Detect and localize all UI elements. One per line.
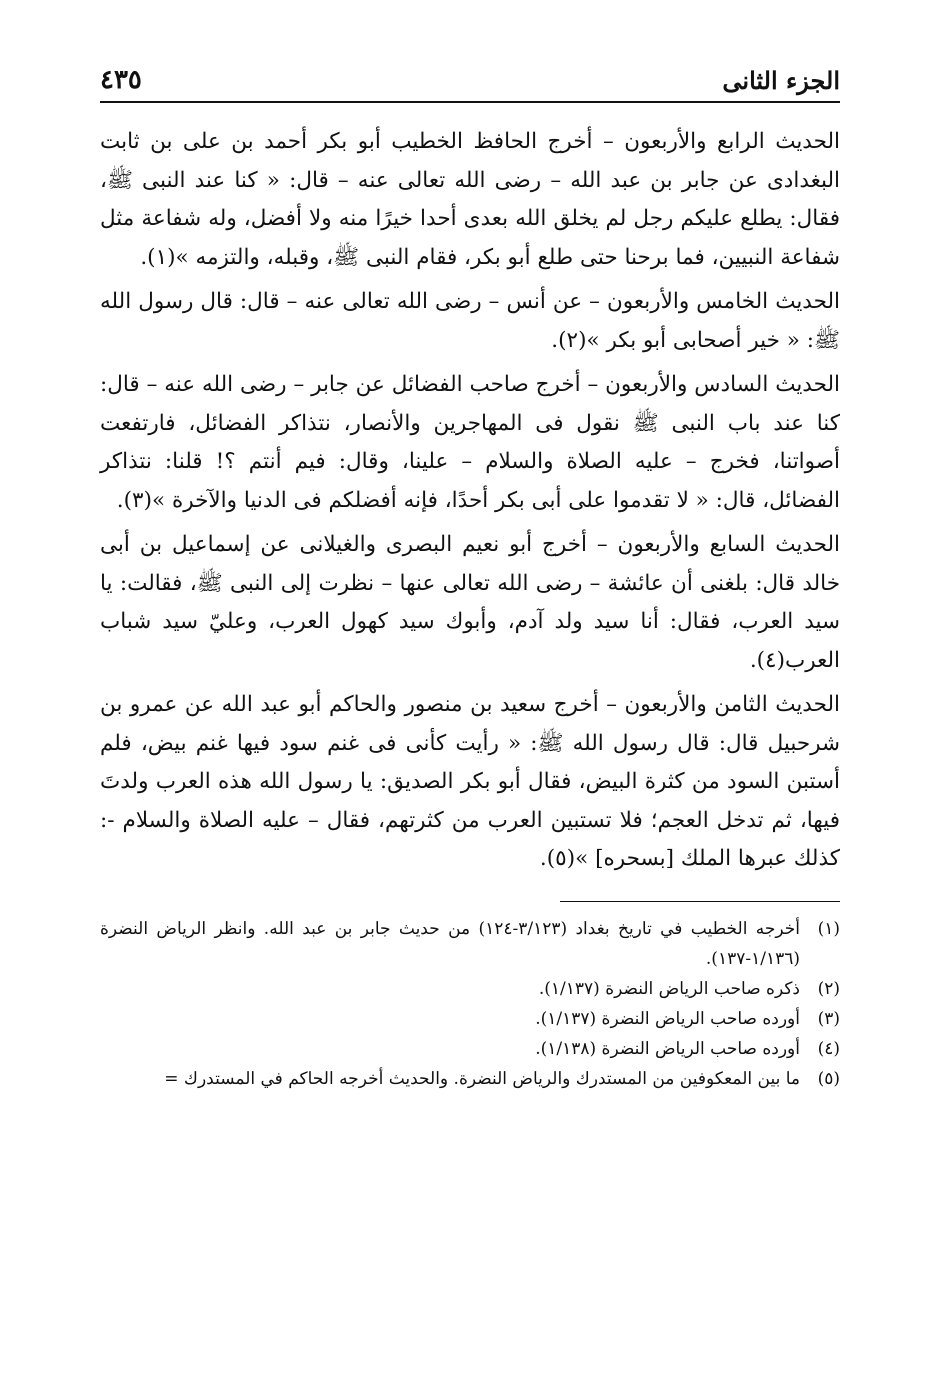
footnote-text: ذكره صاحب الرياض النضرة (١/١٣٧).	[538, 978, 800, 999]
footnote-item	[100, 1064, 840, 1094]
book-page	[100, 55, 840, 1094]
hadith-46-paragraph: الحديث السادس والأربعون – أخرج صاحب الفضائل عن جابر – رضى الله عنه – قال: كنا عند باب النبى ﷺ نقول فى المهاجرين والأنصار، نتذاكر الفضائل، فارتفعت أصواتنا، فخرج – عليه الصلاة والسلام – علينا، وقال: فيم أنتم ؟! قلنا: نتذاكر الفضائل، قال: « لا تقدموا على أبى بكر أحدًا، فإنه أفضلكم فى الدنيا والآخرة »(٣).	[100, 372, 840, 513]
footnote-item	[100, 1034, 840, 1064]
footnotes	[100, 914, 840, 1094]
page-header	[100, 55, 840, 103]
main-text	[100, 123, 840, 879]
hadith-47-paragraph: الحديث السابع والأربعون – أخرج أبو نعيم البصرى والغيلانى عن إسماعيل بن أبى خالد قال: بلغنى أن عائشة – رضى الله تعالى عنها – نظرت إلى النبى ﷺ، فقالت: يا سيد العرب، فقال: أنا سيد ولد آدم، وأبوك سيد كهول العرب، وعليّ سيد شباب العرب(٤).	[100, 532, 840, 673]
footnote-number: (٥)	[817, 1068, 840, 1089]
footnote-number: (٤)	[817, 1038, 840, 1059]
footnote-number: (٢)	[817, 978, 840, 999]
footnote-text: ما بين المعكوفين من المستدرك والرياض النضرة. والحديث أخرجه الحاكم في المستدرك =	[164, 1068, 800, 1089]
footnote-text: أورده صاحب الرياض النضرة (١/١٣٨).	[535, 1038, 800, 1059]
footnote-number: (١)	[817, 918, 840, 939]
page-number: ٤٣٥	[100, 65, 142, 95]
footnote-text: أخرجه الخطيب في تاريخ بغداد (٣/١٢٣-١٢٤) من حديث جابر بن عبد الله. وانظر الرياض النضرة (١/١٣٦-١٣٧).	[100, 918, 800, 969]
footnote-item	[100, 1004, 840, 1034]
footnote-text: أورده صاحب الرياض النضرة (١/١٣٧).	[535, 1008, 800, 1029]
footnote-item	[100, 974, 840, 1004]
hadith-48-paragraph: الحديث الثامن والأربعون – أخرج سعيد بن منصور والحاكم أبو عبد الله عن عمرو بن شرحبيل قال: قال رسول الله ﷺ: « رأيت كأنى فى غنم سود فيها غنم بيض، فلم أستبن السود من كثرة البيض، فقال أبو بكر الصديق: يا رسول الله هذه العرب ولدتَ فيها، ثم تدخل العجم؛ فلا تستبين العرب من كثرتهم، فقال – عليه الصلاة والسلام -: كذلك عبرها الملك [بسحره] »(٥).	[100, 692, 841, 871]
footnote-number: (٣)	[817, 1008, 840, 1029]
running-title: الجزء الثانى	[722, 66, 840, 95]
footnote-separator	[560, 901, 840, 902]
hadith-45-paragraph: الحديث الخامس والأربعون – عن أنس – رضى الله تعالى عنه – قال: قال رسول الله ﷺ: « خير أصحابى أبو بكر »(٢).	[100, 289, 840, 353]
hadith-44-paragraph: الحديث الرابع والأربعون – أخرج الحافظ الخطيب أبو بكر أحمد بن على بن ثابت البغدادى عن جابر بن عبد الله – رضى الله تعالى عنه – قال: « كنا عند النبى ﷺ، فقال: يطلع عليكم رجل لم يخلق الله بعدى أحدا خيرًا منه ولا أفضل، وله شفاعة مثل شفاعة النبيين، فما برحنا حتى طلع أبو بكر، فقام النبى ﷺ، وقبله، والتزمه »(١).	[100, 129, 840, 270]
footnote-item	[100, 914, 840, 974]
